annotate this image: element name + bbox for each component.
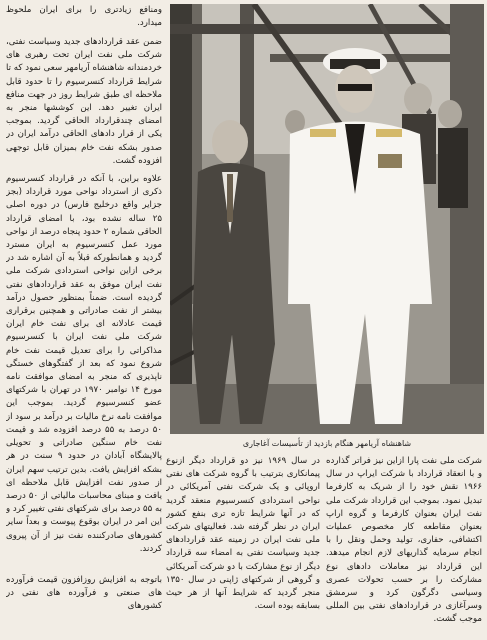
- text-column-bottom-right: [326, 455, 482, 638]
- photo-caption: شاهنشاه آریامهر هنگام بازدید از تأسیسات آغاجاری: [242, 439, 412, 448]
- text-column-top-left: [6, 4, 162, 32]
- paragraph: باتوجه به افزایش روزافزون قیمت فرآورده های صنعتی و فرآورده های نفتی در کشورهای: [6, 575, 162, 612]
- photograph: [170, 4, 484, 434]
- paragraph: ومنافع زیادتری را برای ایران ملحوظ میدارد.: [6, 5, 162, 29]
- text-column-main-left: [6, 36, 162, 568]
- paragraph: ضمن عقد قراردادهای جدید وسیاست نفتی، شرکت ملی نفت ایران تحت رهبری های خردمندانه شاهنشاه آریامهر سعی نمود که تا شرایط قرارداد کنسرسیوم را تا حدود قابل ملاحظه ای طبق شرایط روز در جهت منافع ایران تغییر دهد. این کوششها منجر به امضای چندقرارداد الحاقی گردید. بموجب یکی از قرار دادهای الحاقی درآمد ایران در صدور بشکه نفت خام بمیزان قابل توجهی افزوده گشت.: [6, 37, 162, 166]
- text-column-bottom-middle: [166, 455, 320, 638]
- text-column-bottom-left: [6, 574, 162, 638]
- paragraph: در سال ۱۹۶۹ نیز دو قرارداد دیگر ازنوع پیمانکاری بترتیب با گروه شرکت های نفتی اروپائی و یک شرکت نفتی آمریکائی در نواحی استردادی کنسرسیوم منعقد گردید که در آنها شرایط تازه تری بنفع کشور ایران در نظر گرفته شد. فعالیتهای شرکت ملی نفت ایران در زمینه عقد قراردادهای جدید وسیاست نفتی به امضاء سه قرارداد دیگر از نوع مشارکت با دو شرکت آمریکائی و گروهی از شرکتهای ژاپنی در سال ۱۳۵۰ منجر گردید که شرایط آنها از هر حیث بسابقه بوده است.: [166, 456, 320, 612]
- paragraph: علاوه براین، با آنکه در قرارداد کنسرسیوم ذکری از استرداد نواحی مورد قرارداد (بجز جزایر واقع درخلیج فارس) در دوره اصلی ۲۵ ساله نشده بود، با امضای قرارداد الحاقی شماره ۲ حدود پنجاه درصد از نواحی مورد عمل کنسرسیوم به ایران مسترد گردید و همانطورکه قبلاً به آن اشاره شد در برخی ازاین نواحی استردادی شرکت ملی نفت ایران موفق به عقد قراردادهای نفتی گردیده است. ضمناً بمنظور حصول درآمد بیشتر از نفت صادراتی و همچنین برقراری قیمت عادلانه ای برای نفت خام ایران شرکت ملی نفت ایران با کنسرسیوم مذاکراتی را برای تعدیل قیمت نفت خام شروع نمود که بعد از گفتگوهای خستگی ناپذیری که منجر به امضای موافقت نامه مورخ ۱۴ نوامبر ۱۹۷۰ در تهران با شرکتهای عضو کنسرسیوم گردید. بموجب این موافقت نامه نرخ مالیات بر درآمد بر سود از ۵۰ درصد به ۵۵ درصد افزوده شد و قیمت نفت خام سنگین صادراتی و تحویلی پالایشگاه آبادان در حدود ۹ سنت در هر بشکه افزایش یافت. بدین ترتیب سهم ایران از صدور نفت افزایش قابل ملاحظه ای یافت و مبنای محاسبات مالیاتی از ۵۰ درصد به ۵۵ درصد برای شرکتهای نفتی تغییر کرد و این امر در ایران بوقوع پیوست و بعداً سایر کشورهای صادرکننده نفت نیز از آن پیروی کردند.: [6, 174, 162, 554]
- paragraph: شرکت ملی نفت پارا ازاین نیز فراتر گذارده و با انعقاد قرارداد با شرکت ایراپ در سال ۱۹۶۶ نقش خود را از شریک به کارفرما تبدیل نمود. بموجب این قرارداد شرکت ملی نفت ایران بعنوان کارفرما و گروه اراپ بعنوان مقاطعه کار مخصوص عملیات اکتشافی، حفاری، تولید وحمل ونقل را با انجام سرمایه گذاریهای لازم انجام میدهد. این قرارداد نیز معاملات دادهای نوع مشارکت را بر حسب تحولات عصری وسیاسی دگرگون کرد و سرمشق وسرآغازی در قراردادهای نفتی بین المللی موجب گشت.: [326, 456, 482, 625]
- photo-illustration: [170, 4, 484, 434]
